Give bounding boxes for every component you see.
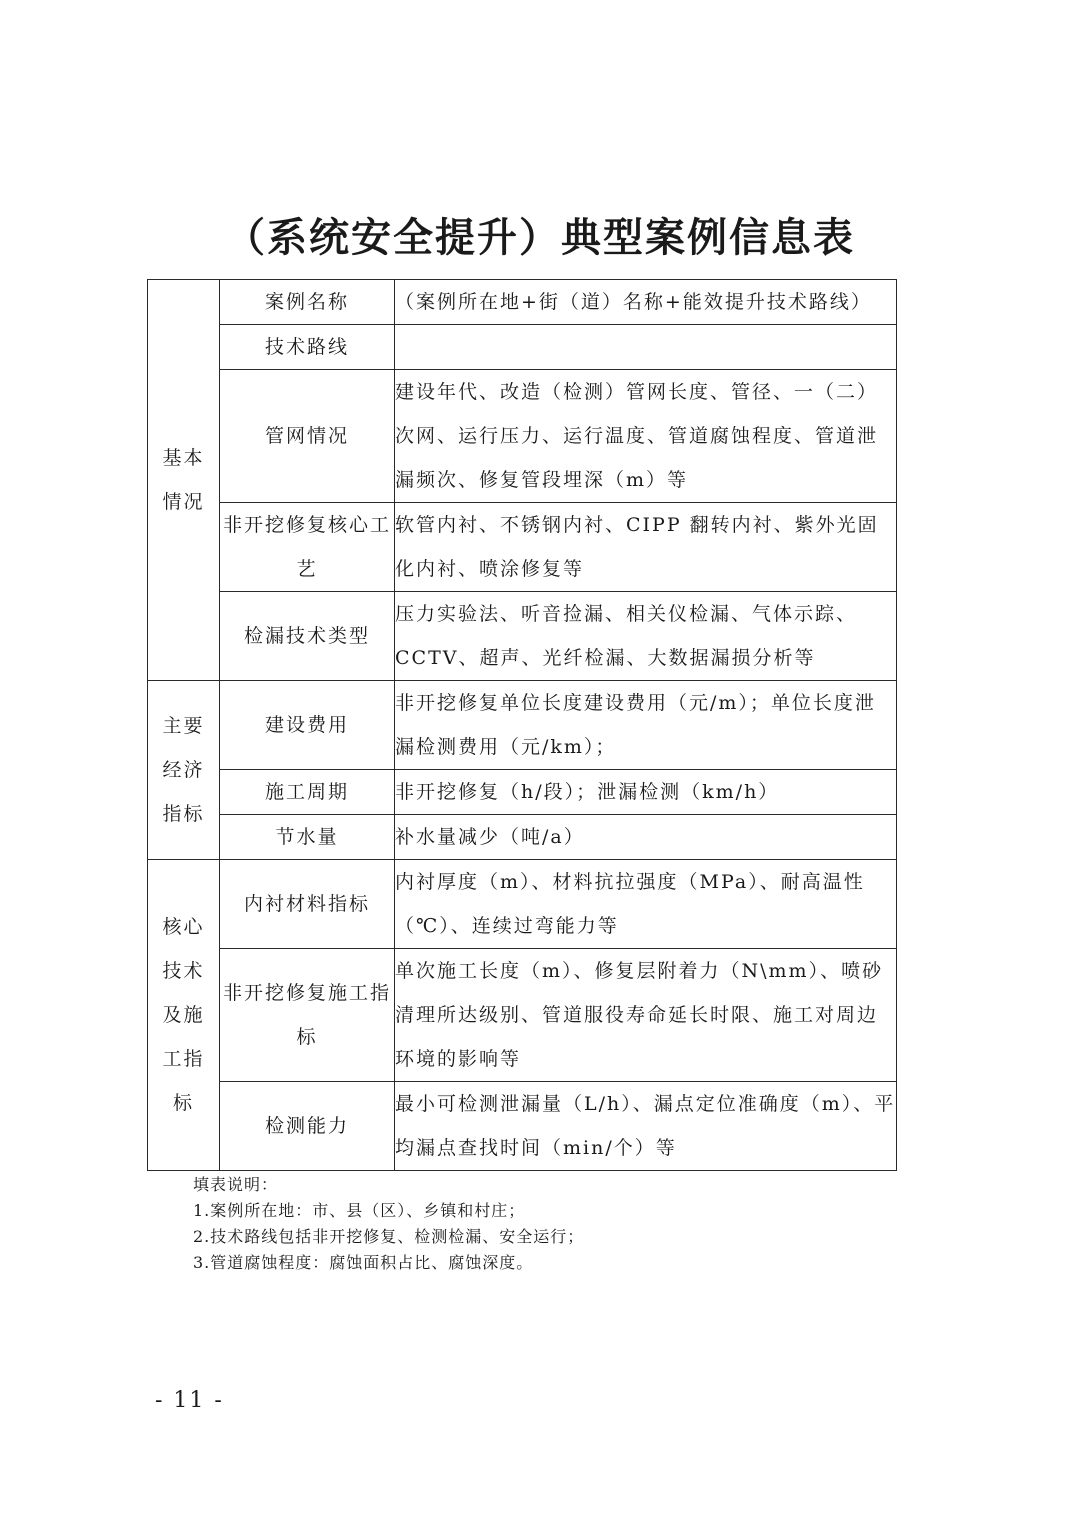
row-value: （案例所在地+街（道）名称+能效提升技术路线） — [395, 280, 897, 325]
category-label: 主要经济指标 — [162, 715, 205, 825]
table-row — [148, 325, 897, 370]
row-label: 节水量 — [220, 815, 395, 860]
category-label: 核心技术及施工指标 — [162, 916, 205, 1114]
row-label: 建设费用 — [220, 681, 395, 770]
row-value: 单次施工长度（m）、修复层附着力（N\mm）、喷砂清理所达级别、管道服役寿命延长时限、施工对周边环境的影响等 — [395, 949, 897, 1082]
row-label: 非开挖修复施工指标 — [220, 949, 395, 1082]
row-value: 建设年代、改造（检测）管网长度、管径、一（二）次网、运行压力、运行温度、管道腐蚀程度、管道泄漏频次、修复管段埋深（m）等 — [395, 370, 897, 503]
category-label: 基本情况 — [162, 447, 205, 513]
note-item: 3.管道腐蚀程度：腐蚀面积占比、腐蚀深度。 — [193, 1253, 534, 1272]
table-row — [148, 370, 897, 503]
table-row — [148, 860, 897, 949]
table-row — [148, 503, 897, 592]
row-value: 软管内衬、不锈钢内衬、CIPP 翻转内衬、紫外光固化内衬、喷涂修复等 — [395, 503, 897, 592]
row-value: 最小可检测泄漏量（L/h）、漏点定位准确度（m）、平均漏点查找时间（min/个）等 — [395, 1082, 897, 1171]
row-label: 施工周期 — [220, 770, 395, 815]
table-row — [148, 815, 897, 860]
table-row — [148, 681, 897, 770]
row-value — [395, 325, 897, 370]
row-label: 检测能力 — [220, 1082, 395, 1171]
row-value: 内衬厚度（m）、材料抗拉强度（MPa）、耐高温性（℃）、连续过弯能力等 — [395, 860, 897, 949]
notes-heading: 填表说明： — [193, 1175, 279, 1194]
row-label: 技术路线 — [220, 325, 395, 370]
category-cell-economic — [148, 681, 220, 860]
row-label: 管网情况 — [220, 370, 395, 503]
row-value: 补水量减少（吨/a） — [395, 815, 897, 860]
table-row — [148, 592, 897, 681]
case-info-table — [147, 279, 897, 1171]
row-value: 非开挖修复单位长度建设费用（元/m）；单位长度泄漏检测费用（元/km）； — [395, 681, 897, 770]
table-row — [148, 949, 897, 1082]
table-row — [148, 280, 897, 325]
table-row — [148, 1082, 897, 1171]
page-number: - 11 - — [155, 1388, 224, 1413]
row-label: 内衬材料指标 — [220, 860, 395, 949]
note-item: 1.案例所在地：市、县（区）、乡镇和村庄； — [193, 1201, 526, 1220]
row-label: 非开挖修复核心工艺 — [220, 503, 395, 592]
row-value: 压力实验法、听音捡漏、相关仪检漏、气体示踪、CCTV、超声、光纤检漏、大数据漏损分析等 — [395, 592, 897, 681]
row-label: 案例名称 — [220, 280, 395, 325]
form-notes — [193, 1172, 584, 1276]
row-label: 检漏技术类型 — [220, 592, 395, 681]
row-value: 非开挖修复（h/段）；泄漏检测（km/h） — [395, 770, 897, 815]
category-cell-core-tech — [148, 860, 220, 1171]
page-title: （系统安全提升）典型案例信息表 — [225, 215, 855, 261]
category-cell-basic — [148, 280, 220, 681]
note-item: 2.技术路线包括非开挖修复、检测检漏、安全运行； — [193, 1227, 585, 1246]
table-row — [148, 770, 897, 815]
